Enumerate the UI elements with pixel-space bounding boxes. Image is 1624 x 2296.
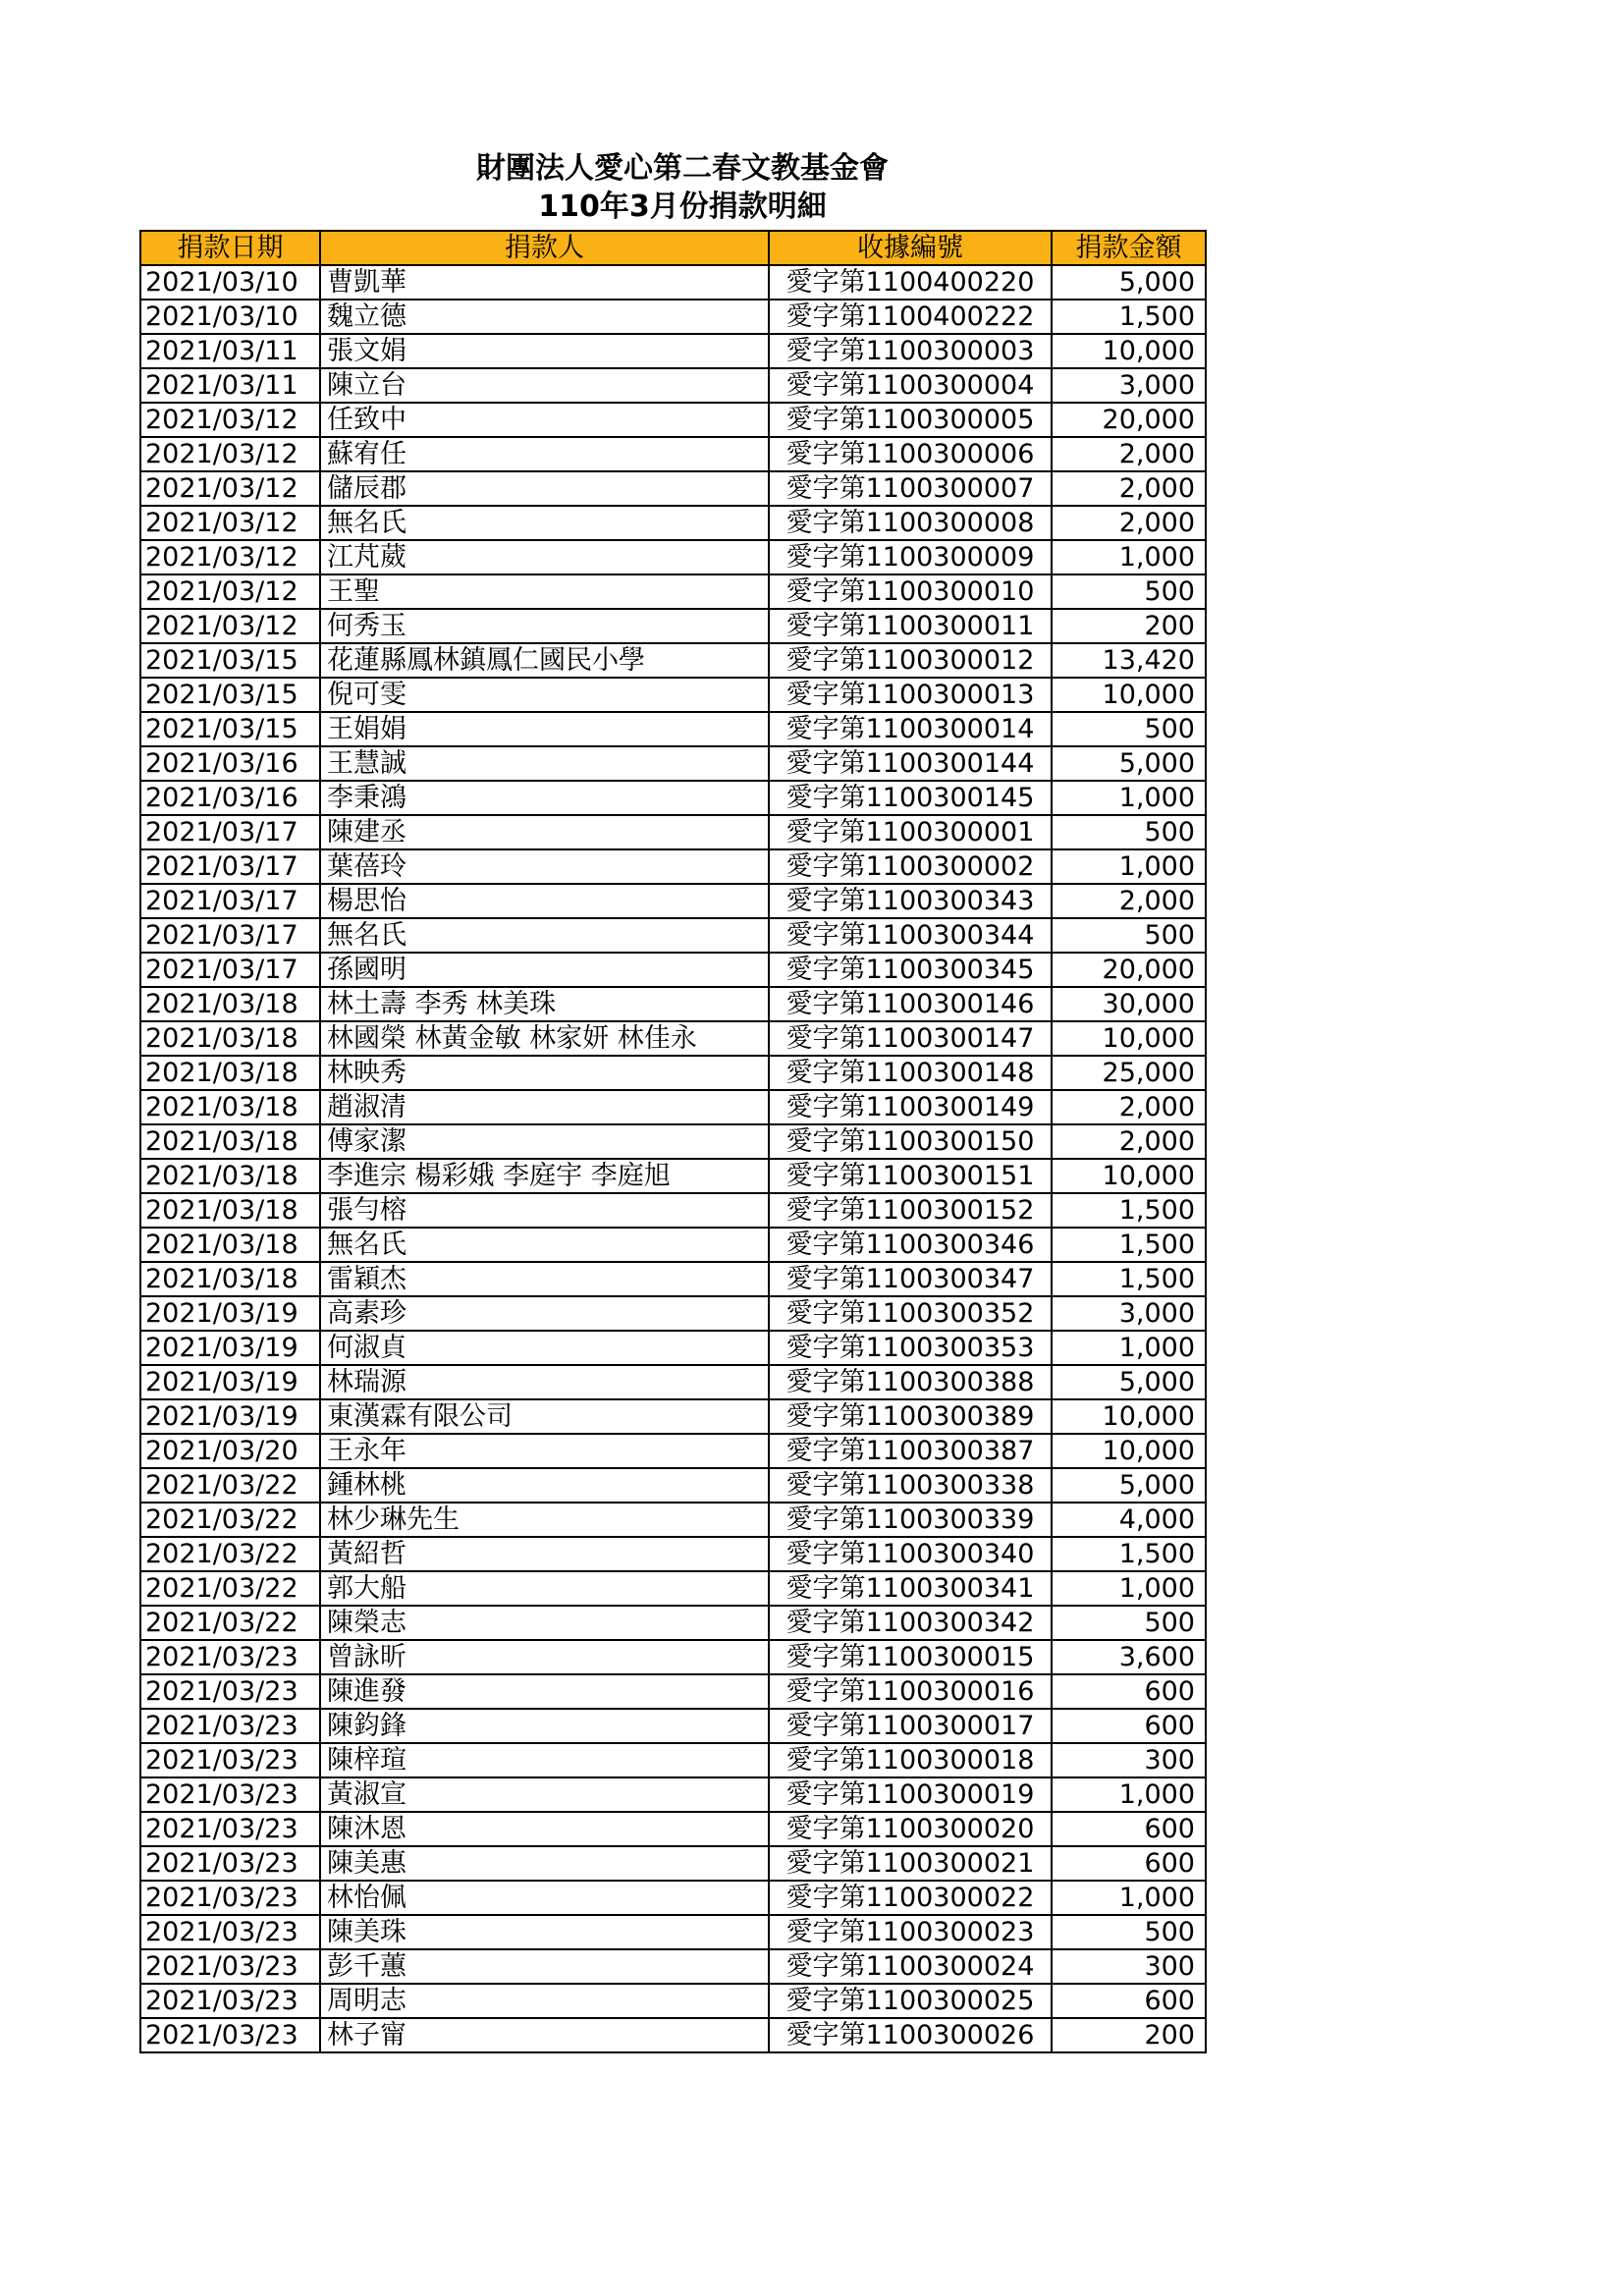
cell-date: 2021/03/15 (140, 678, 320, 712)
cell-receipt: 愛字第1100300022 (769, 1881, 1052, 1915)
cell-receipt: 愛字第1100300002 (769, 849, 1052, 884)
cell-receipt: 愛字第1100300346 (769, 1228, 1052, 1262)
cell-date: 2021/03/12 (140, 437, 320, 471)
table-row (140, 1537, 1206, 1571)
table-row (140, 678, 1206, 712)
table-row (140, 1984, 1206, 2018)
table-row (140, 815, 1206, 849)
cell-donor: 陳進發 (320, 1674, 769, 1709)
cell-date: 2021/03/22 (140, 1537, 320, 1571)
cell-date: 2021/03/12 (140, 609, 320, 643)
cell-date: 2021/03/23 (140, 1949, 320, 1984)
cell-receipt: 愛字第1100300020 (769, 1812, 1052, 1846)
cell-amount: 13,420 (1052, 643, 1206, 678)
cell-amount: 500 (1052, 712, 1206, 746)
cell-date: 2021/03/23 (140, 1812, 320, 1846)
cell-date: 2021/03/23 (140, 1709, 320, 1743)
cell-donor: 陳立台 (320, 368, 769, 403)
table-row (140, 1571, 1206, 1606)
cell-donor: 陳梓瑄 (320, 1743, 769, 1777)
cell-receipt: 愛字第1100300023 (769, 1915, 1052, 1949)
table-row (140, 471, 1206, 506)
table-row (140, 1124, 1206, 1159)
cell-amount: 10,000 (1052, 1399, 1206, 1434)
cell-date: 2021/03/19 (140, 1399, 320, 1434)
cell-amount: 2,000 (1052, 884, 1206, 918)
cell-donor: 彭千蕙 (320, 1949, 769, 1984)
cell-amount: 500 (1052, 1915, 1206, 1949)
table-row (140, 1365, 1206, 1399)
cell-amount: 1,000 (1052, 849, 1206, 884)
cell-date: 2021/03/17 (140, 849, 320, 884)
cell-amount: 1,000 (1052, 1331, 1206, 1365)
cell-donor: 楊思怡 (320, 884, 769, 918)
cell-receipt: 愛字第1100300387 (769, 1434, 1052, 1468)
cell-amount: 10,000 (1052, 678, 1206, 712)
cell-date: 2021/03/23 (140, 1984, 320, 2018)
cell-receipt: 愛字第1100300345 (769, 953, 1052, 987)
cell-amount: 500 (1052, 918, 1206, 953)
table-row (140, 1640, 1206, 1674)
cell-donor: 黃淑宣 (320, 1777, 769, 1812)
cell-receipt: 愛字第1100300146 (769, 987, 1052, 1021)
cell-receipt: 愛字第1100300021 (769, 1846, 1052, 1881)
table-row (140, 987, 1206, 1021)
table-row (140, 1709, 1206, 1743)
cell-receipt: 愛字第1100300389 (769, 1399, 1052, 1434)
table-row (140, 712, 1206, 746)
cell-amount: 3,000 (1052, 1296, 1206, 1331)
cell-receipt: 愛字第1100300343 (769, 884, 1052, 918)
cell-amount: 10,000 (1052, 1434, 1206, 1468)
cell-date: 2021/03/23 (140, 1640, 320, 1674)
table-row (140, 884, 1206, 918)
cell-date: 2021/03/18 (140, 987, 320, 1021)
cell-donor: 何秀玉 (320, 609, 769, 643)
cell-amount: 1,500 (1052, 300, 1206, 334)
cell-date: 2021/03/12 (140, 540, 320, 574)
cell-donor: 黃紹哲 (320, 1537, 769, 1571)
table-row (140, 1846, 1206, 1881)
cell-donor: 林瑞源 (320, 1365, 769, 1399)
table-row (140, 1399, 1206, 1434)
cell-date: 2021/03/17 (140, 815, 320, 849)
table-row (140, 1056, 1206, 1090)
cell-date: 2021/03/10 (140, 300, 320, 334)
cell-donor: 陳沐恩 (320, 1812, 769, 1846)
cell-receipt: 愛字第1100300010 (769, 574, 1052, 609)
cell-receipt: 愛字第1100300025 (769, 1984, 1052, 2018)
cell-donor: 任致中 (320, 403, 769, 437)
cell-amount: 10,000 (1052, 334, 1206, 368)
cell-amount: 600 (1052, 1984, 1206, 2018)
table-row (140, 1021, 1206, 1056)
table-row (140, 918, 1206, 953)
cell-date: 2021/03/18 (140, 1056, 320, 1090)
cell-donor: 無名氏 (320, 1228, 769, 1262)
cell-date: 2021/03/23 (140, 1915, 320, 1949)
cell-donor: 李秉鴻 (320, 781, 769, 815)
cell-date: 2021/03/18 (140, 1228, 320, 1262)
cell-amount: 1,500 (1052, 1228, 1206, 1262)
table-row (140, 1434, 1206, 1468)
cell-donor: 陳建丞 (320, 815, 769, 849)
cell-amount: 2,000 (1052, 1090, 1206, 1124)
cell-date: 2021/03/23 (140, 1743, 320, 1777)
table-row (140, 781, 1206, 815)
table-row (140, 1159, 1206, 1193)
cell-receipt: 愛字第1100300015 (769, 1640, 1052, 1674)
cell-donor: 花蓮縣鳳林鎮鳳仁國民小學 (320, 643, 769, 678)
cell-receipt: 愛字第1100300149 (769, 1090, 1052, 1124)
cell-date: 2021/03/18 (140, 1124, 320, 1159)
cell-receipt: 愛字第1100300339 (769, 1503, 1052, 1537)
cell-amount: 5,000 (1052, 746, 1206, 781)
table-row (140, 1193, 1206, 1228)
cell-amount: 600 (1052, 1674, 1206, 1709)
cell-date: 2021/03/19 (140, 1365, 320, 1399)
cell-receipt: 愛字第1100300019 (769, 1777, 1052, 1812)
cell-amount: 4,000 (1052, 1503, 1206, 1537)
table-row (140, 300, 1206, 334)
cell-donor: 陳榮志 (320, 1606, 769, 1640)
cell-date: 2021/03/19 (140, 1331, 320, 1365)
cell-date: 2021/03/22 (140, 1468, 320, 1503)
cell-receipt: 愛字第1100300353 (769, 1331, 1052, 1365)
cell-amount: 300 (1052, 1743, 1206, 1777)
cell-receipt: 愛字第1100400222 (769, 300, 1052, 334)
cell-amount: 3,000 (1052, 368, 1206, 403)
cell-donor: 無名氏 (320, 918, 769, 953)
cell-amount: 2,000 (1052, 506, 1206, 540)
cell-donor: 儲辰郡 (320, 471, 769, 506)
cell-donor: 張文娟 (320, 334, 769, 368)
cell-receipt: 愛字第1100400220 (769, 265, 1052, 300)
cell-date: 2021/03/23 (140, 1674, 320, 1709)
cell-date: 2021/03/12 (140, 403, 320, 437)
cell-donor: 林映秀 (320, 1056, 769, 1090)
cell-donor: 無名氏 (320, 506, 769, 540)
cell-receipt: 愛字第1100300151 (769, 1159, 1052, 1193)
cell-amount: 20,000 (1052, 953, 1206, 987)
cell-receipt: 愛字第1100300013 (769, 678, 1052, 712)
cell-receipt: 愛字第1100300344 (769, 918, 1052, 953)
cell-date: 2021/03/15 (140, 643, 320, 678)
cell-donor: 林土壽 李秀 林美珠 (320, 987, 769, 1021)
cell-receipt: 愛字第1100300342 (769, 1606, 1052, 1640)
cell-amount: 1,000 (1052, 1881, 1206, 1915)
cell-date: 2021/03/16 (140, 781, 320, 815)
cell-amount: 1,500 (1052, 1537, 1206, 1571)
cell-amount: 5,000 (1052, 1365, 1206, 1399)
table-row (140, 953, 1206, 987)
cell-donor: 曹凱華 (320, 265, 769, 300)
cell-donor: 郭大船 (320, 1571, 769, 1606)
cell-receipt: 愛字第1100300011 (769, 609, 1052, 643)
cell-donor: 張勻榕 (320, 1193, 769, 1228)
cell-receipt: 愛字第1100300014 (769, 712, 1052, 746)
cell-donor: 曾詠昕 (320, 1640, 769, 1674)
cell-receipt: 愛字第1100300352 (769, 1296, 1052, 1331)
cell-receipt: 愛字第1100300148 (769, 1056, 1052, 1090)
cell-donor: 王永年 (320, 1434, 769, 1468)
table-row (140, 1296, 1206, 1331)
cell-date: 2021/03/23 (140, 2018, 320, 2052)
table-header-row (140, 231, 1206, 265)
cell-date: 2021/03/10 (140, 265, 320, 300)
cell-date: 2021/03/11 (140, 334, 320, 368)
cell-donor: 趙淑清 (320, 1090, 769, 1124)
cell-date: 2021/03/12 (140, 471, 320, 506)
column-header-donor: 捐款人 (320, 231, 769, 265)
cell-donor: 江芃葳 (320, 540, 769, 574)
cell-date: 2021/03/12 (140, 506, 320, 540)
document-subtitle: 110年3月份捐款明細 (538, 190, 827, 224)
cell-date: 2021/03/23 (140, 1881, 320, 1915)
cell-date: 2021/03/22 (140, 1503, 320, 1537)
cell-receipt: 愛字第1100300008 (769, 506, 1052, 540)
cell-date: 2021/03/18 (140, 1021, 320, 1056)
cell-receipt: 愛字第1100300388 (769, 1365, 1052, 1399)
table-row (140, 1228, 1206, 1262)
cell-donor: 林少琳先生 (320, 1503, 769, 1537)
cell-donor: 高素珍 (320, 1296, 769, 1331)
cell-date: 2021/03/22 (140, 1606, 320, 1640)
cell-date: 2021/03/17 (140, 953, 320, 987)
cell-receipt: 愛字第1100300004 (769, 368, 1052, 403)
cell-amount: 500 (1052, 574, 1206, 609)
cell-amount: 1,000 (1052, 540, 1206, 574)
cell-amount: 5,000 (1052, 265, 1206, 300)
cell-receipt: 愛字第1100300347 (769, 1262, 1052, 1296)
cell-amount: 20,000 (1052, 403, 1206, 437)
cell-receipt: 愛字第1100300003 (769, 334, 1052, 368)
cell-receipt: 愛字第1100300144 (769, 746, 1052, 781)
cell-date: 2021/03/18 (140, 1193, 320, 1228)
cell-receipt: 愛字第1100300012 (769, 643, 1052, 678)
cell-receipt: 愛字第1100300341 (769, 1571, 1052, 1606)
cell-receipt: 愛字第1100300152 (769, 1193, 1052, 1228)
cell-amount: 2,000 (1052, 437, 1206, 471)
cell-donor: 林國榮 林黃金敏 林家妍 林佳永 (320, 1021, 769, 1056)
cell-donor: 李進宗 楊彩娥 李庭宇 李庭旭 (320, 1159, 769, 1193)
cell-amount: 25,000 (1052, 1056, 1206, 1090)
cell-date: 2021/03/23 (140, 1777, 320, 1812)
cell-amount: 500 (1052, 815, 1206, 849)
cell-date: 2021/03/20 (140, 1434, 320, 1468)
table-row (140, 1468, 1206, 1503)
table-row (140, 265, 1206, 300)
cell-receipt: 愛字第1100300016 (769, 1674, 1052, 1709)
cell-donor: 陳美惠 (320, 1846, 769, 1881)
cell-donor: 周明志 (320, 1984, 769, 2018)
table-row (140, 1090, 1206, 1124)
table-row (140, 1674, 1206, 1709)
table-row (140, 506, 1206, 540)
cell-amount: 600 (1052, 1846, 1206, 1881)
table-row (140, 2018, 1206, 2052)
cell-amount: 600 (1052, 1812, 1206, 1846)
cell-donor: 王慧誠 (320, 746, 769, 781)
column-header-receipt: 收據編號 (769, 231, 1052, 265)
cell-receipt: 愛字第1100300024 (769, 1949, 1052, 1984)
table-row (140, 746, 1206, 781)
cell-amount: 10,000 (1052, 1021, 1206, 1056)
cell-date: 2021/03/17 (140, 884, 320, 918)
cell-receipt: 愛字第1100300147 (769, 1021, 1052, 1056)
cell-date: 2021/03/23 (140, 1846, 320, 1881)
cell-amount: 5,000 (1052, 1468, 1206, 1503)
cell-donor: 林怡佩 (320, 1881, 769, 1915)
cell-date: 2021/03/12 (140, 574, 320, 609)
cell-donor: 傅家潔 (320, 1124, 769, 1159)
cell-donor: 魏立德 (320, 300, 769, 334)
cell-amount: 200 (1052, 2018, 1206, 2052)
cell-receipt: 愛字第1100300006 (769, 437, 1052, 471)
cell-donor: 林子甯 (320, 2018, 769, 2052)
cell-amount: 1,000 (1052, 1777, 1206, 1812)
cell-donor: 何淑貞 (320, 1331, 769, 1365)
cell-amount: 10,000 (1052, 1159, 1206, 1193)
cell-donor: 陳鈞鋒 (320, 1709, 769, 1743)
cell-amount: 500 (1052, 1606, 1206, 1640)
table-row (140, 334, 1206, 368)
cell-date: 2021/03/15 (140, 712, 320, 746)
cell-date: 2021/03/11 (140, 368, 320, 403)
cell-date: 2021/03/18 (140, 1159, 320, 1193)
table-row (140, 1743, 1206, 1777)
cell-date: 2021/03/18 (140, 1090, 320, 1124)
column-header-amount: 捐款金額 (1052, 231, 1206, 265)
table-row (140, 1262, 1206, 1296)
table-row (140, 403, 1206, 437)
cell-amount: 1,000 (1052, 781, 1206, 815)
cell-amount: 200 (1052, 609, 1206, 643)
table-row (140, 849, 1206, 884)
cell-donor: 孫國明 (320, 953, 769, 987)
table-row (140, 643, 1206, 678)
cell-amount: 600 (1052, 1709, 1206, 1743)
cell-donor: 葉蓓玲 (320, 849, 769, 884)
table-row (140, 1777, 1206, 1812)
table-row (140, 1949, 1206, 1984)
cell-receipt: 愛字第1100300009 (769, 540, 1052, 574)
table-row (140, 1331, 1206, 1365)
cell-amount: 300 (1052, 1949, 1206, 1984)
cell-donor: 陳美珠 (320, 1915, 769, 1949)
cell-donor: 東漢霖有限公司 (320, 1399, 769, 1434)
table-row (140, 1812, 1206, 1846)
cell-donor: 鍾林桃 (320, 1468, 769, 1503)
cell-amount: 30,000 (1052, 987, 1206, 1021)
cell-receipt: 愛字第1100300017 (769, 1709, 1052, 1743)
cell-date: 2021/03/17 (140, 918, 320, 953)
donation-table (139, 230, 1207, 2053)
table-row (140, 609, 1206, 643)
table-row (140, 368, 1206, 403)
cell-receipt: 愛字第1100300338 (769, 1468, 1052, 1503)
cell-receipt: 愛字第1100300018 (769, 1743, 1052, 1777)
cell-donor: 雷穎杰 (320, 1262, 769, 1296)
cell-amount: 3,600 (1052, 1640, 1206, 1674)
cell-donor: 倪可雯 (320, 678, 769, 712)
cell-date: 2021/03/18 (140, 1262, 320, 1296)
cell-amount: 1,000 (1052, 1571, 1206, 1606)
cell-amount: 2,000 (1052, 471, 1206, 506)
cell-receipt: 愛字第1100300340 (769, 1537, 1052, 1571)
table-row (140, 1881, 1206, 1915)
cell-receipt: 愛字第1100300145 (769, 781, 1052, 815)
table-row (140, 437, 1206, 471)
cell-receipt: 愛字第1100300026 (769, 2018, 1052, 2052)
cell-donor: 蘇宥任 (320, 437, 769, 471)
table-row (140, 574, 1206, 609)
cell-receipt: 愛字第1100300150 (769, 1124, 1052, 1159)
cell-amount: 1,500 (1052, 1193, 1206, 1228)
cell-date: 2021/03/16 (140, 746, 320, 781)
cell-receipt: 愛字第1100300005 (769, 403, 1052, 437)
cell-donor: 王聖 (320, 574, 769, 609)
table-row (140, 1503, 1206, 1537)
cell-amount: 2,000 (1052, 1124, 1206, 1159)
cell-amount: 1,500 (1052, 1262, 1206, 1296)
table-row (140, 1915, 1206, 1949)
cell-donor: 王娟娟 (320, 712, 769, 746)
cell-date: 2021/03/19 (140, 1296, 320, 1331)
table-row (140, 540, 1206, 574)
cell-date: 2021/03/22 (140, 1571, 320, 1606)
document-title: 財團法人愛心第二春文教基金會 (476, 151, 889, 186)
cell-receipt: 愛字第1100300007 (769, 471, 1052, 506)
table-row (140, 1606, 1206, 1640)
column-header-date: 捐款日期 (140, 231, 320, 265)
cell-receipt: 愛字第1100300001 (769, 815, 1052, 849)
